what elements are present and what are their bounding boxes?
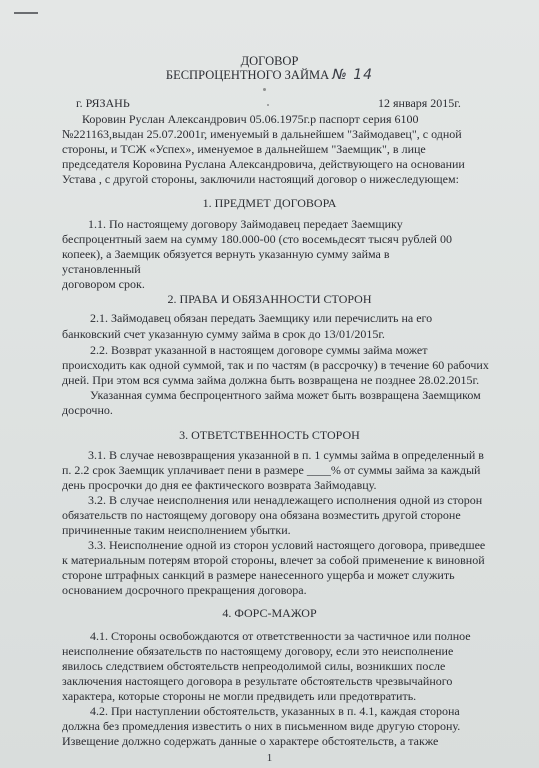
scan-speck: [263, 88, 266, 91]
paragraph-line: копеек), а Заемщик обязуется вернуть указанную сумму займа в: [62, 247, 390, 261]
paragraph-line: 3.3. Неисполнение одной из сторон условий настоящего договора, приведшее: [88, 538, 486, 552]
section-heading: 1. ПРЕДМЕТ ДОГОВОРА: [202, 196, 337, 210]
document-subtitle-line: [0, 68, 539, 83]
paragraph-line: п. 2.2 срок Заемщик уплачивает пени в размере ____% от суммы займа за каждый: [62, 463, 481, 477]
contract-date: 12 января 2015г.: [378, 96, 461, 110]
paragraph-line: причиненные таким неисполнением убытки.: [62, 523, 291, 537]
scan-speck: [267, 104, 269, 106]
paragraph-line: 4.1. Стороны освобождаются от ответственности за частичное или полное: [90, 629, 471, 643]
paragraph-line: обязательств по настоящему договору она обязана возместить другой стороне: [62, 508, 461, 522]
contract-number: № 14: [332, 67, 374, 83]
paragraph-line: 3.1. В случае невозвращения указанной в п. 1 суммы займа в определенный в: [88, 448, 484, 462]
paragraph-line: 2.2. Возврат указанной в настоящем договоре суммы займа может: [90, 343, 428, 357]
paragraph-line: к материальным потерям второй стороны, влечет за собой применение к виновной: [62, 553, 485, 567]
paragraph-line: дней. При этом вся сумма займа должна быть возвращена не позднее 28.02.2015г.: [62, 373, 480, 387]
contract-city: г. РЯЗАНЬ: [76, 96, 130, 110]
paragraph-line: должна без промедления известить о них в письменном виде другую сторону.: [62, 719, 461, 733]
paragraph-line: стороне штрафных санкций в размере нанесенного ущерба и может служить: [62, 568, 455, 582]
intro-line: №221163,выдан 25.07.2001г, именуемый в дальнейшем "Займодавец", с одной: [62, 127, 462, 141]
paragraph-line: характера, которые стороны не могли предвидеть или предотвратить.: [62, 689, 417, 703]
paragraph-line: основанием досрочного прекращения договора.: [62, 583, 307, 597]
section-heading: 4. ФОРС-МАЖОР: [222, 606, 317, 620]
intro-line: Устава , с другой стороны, заключили настоящий договор о нижеследующем:: [62, 172, 459, 186]
paragraph-line: неисполнение обязательств по настоящему договору, если это неисполнение: [62, 644, 454, 658]
document-title: ДОГОВОР: [240, 54, 299, 68]
paragraph-line: Указанная сумма беспроцентного займа может быть возвращена Заемщиком: [90, 388, 481, 402]
section-heading: 2. ПРАВА И ОБЯЗАННОСТИ СТОРОН: [167, 292, 372, 306]
paragraph-line: происходить как одной суммой, так и по частям (в рассрочку) в течение 60 рабочих: [62, 358, 489, 372]
paragraph-line: 4.2. При наступлении обстоятельств, указанных в п. 4.1, каждая сторона: [90, 704, 460, 718]
intro-line: стороны, и ТСЖ «Успех», именуемое в дальнейшем "Заемщик", в лице: [62, 142, 426, 156]
corner-mark: [14, 12, 38, 14]
paragraph-line: банковский счет указанную сумму займа в срок до 13/01/2015г.: [62, 327, 385, 341]
paragraph-line: договором срок.: [62, 277, 145, 291]
page-number: 1: [266, 752, 273, 764]
intro-line: Коровин Руслан Александрович 05.06.1975г.р паспорт серия 6100: [82, 112, 419, 126]
paragraph-line: 1.1. По настоящему договору Займодавец передает Заемщику: [88, 217, 403, 231]
paragraph-line: беспроцентный заем на сумму 180.000-00 (сто восемьдесят тысяч рублей 00: [62, 232, 452, 246]
intro-line: председателя Коровина Руслана Александровича, действующего на основании: [62, 157, 465, 171]
paragraph-line: день просрочки до дня ее фактического возврата Займодавцу.: [62, 478, 377, 492]
paragraph-line: заключения настоящего договора в результате обстоятельств чрезвычайного: [62, 674, 453, 688]
paragraph-line: 3.2. В случае неисполнения или ненадлежащего исполнения одной из сторон: [88, 493, 483, 507]
paragraph-line: 2.1. Займодавец обязан передать Заемщику или перечислить на его: [90, 311, 433, 325]
paragraph-line: Извещение должно содержать данные о характере обстоятельств, а также: [62, 734, 439, 748]
section-heading: 3. ОТВЕТСТВЕННОСТЬ СТОРОН: [179, 428, 360, 442]
paragraph-line: досрочно.: [62, 403, 113, 417]
paragraph-line: явилось следствием обстоятельств непреодолимой силы, возникших после: [62, 659, 446, 673]
document-subtitle: БЕСПРОЦЕНТНОГО ЗАЙМА: [165, 68, 330, 82]
paragraph-line: установленный: [62, 262, 141, 276]
